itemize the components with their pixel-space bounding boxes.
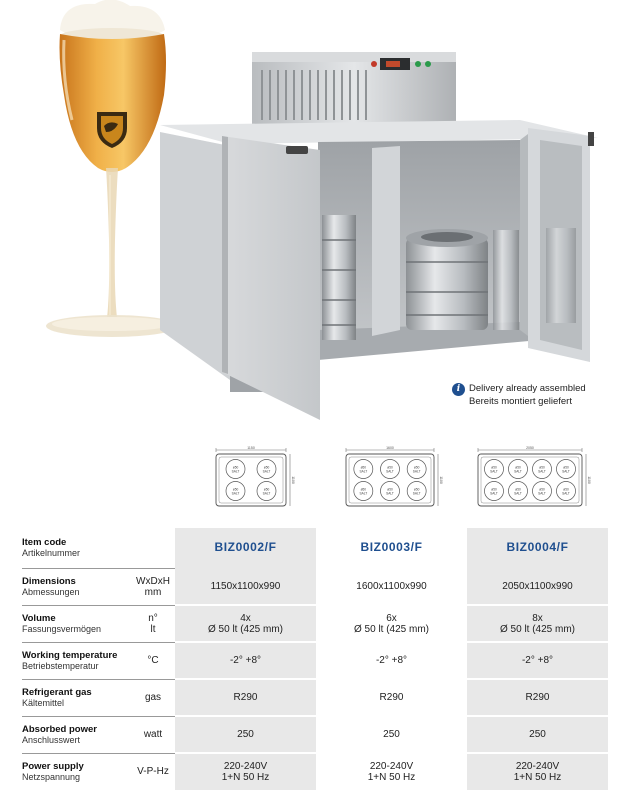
row-label <box>22 716 131 753</box>
row-label <box>22 642 131 679</box>
row-label-de: Fassungsvermögen <box>22 623 102 634</box>
row-unit <box>131 679 175 716</box>
table-row <box>22 642 608 679</box>
delivery-note-en: Delivery already assembled <box>469 383 586 394</box>
value-text: 250 <box>383 729 400 740</box>
unit-text: gas <box>144 692 162 703</box>
value-text: Ø 50 lt (425 mm) <box>353 623 430 635</box>
keg-label: SALT <box>359 469 368 474</box>
keg-label: SALT <box>386 469 394 474</box>
row-label-en: Refrigerant gas <box>22 686 92 698</box>
value-cell <box>467 716 608 753</box>
keg-label: ø50 <box>539 487 545 492</box>
row-unit <box>131 568 175 605</box>
unit-text: WxDxH <box>136 575 170 587</box>
row-label-en: Absorbed power <box>22 723 97 735</box>
value-text: -2° +8° <box>375 655 408 666</box>
row-label-de: Artikelnummer <box>22 547 81 558</box>
info-icon: i <box>452 383 465 396</box>
row-label-en: Power supply <box>22 760 84 772</box>
keg-label: SALT <box>412 469 421 474</box>
value-text: 1600x1100x990 <box>356 580 427 592</box>
table-row <box>22 716 608 753</box>
value-cell <box>175 568 316 605</box>
value-text: R290 <box>525 692 550 703</box>
spec-table <box>22 528 608 790</box>
value-cell <box>175 642 316 679</box>
keg-label: SALT <box>562 469 570 474</box>
plan-width-label: 1150 <box>247 446 255 450</box>
keg-label: SALT <box>562 491 570 496</box>
plan-drawing-biz0004 <box>472 446 594 510</box>
value-text: 2050x1100x990 <box>502 580 573 592</box>
keg-label: ø50 <box>563 487 569 492</box>
value-text: 1+N 50 Hz <box>367 772 416 783</box>
keg-label: ø50 <box>387 465 393 470</box>
row-unit <box>131 753 175 790</box>
value-text: -2° +8° <box>229 655 262 666</box>
keg-label: ø50 <box>232 487 239 492</box>
plan-depth-label: 1100 <box>439 476 443 484</box>
keg-label: SALT <box>514 491 522 496</box>
keg-label: SALT <box>412 491 421 496</box>
keg-label: ø50 <box>232 465 239 470</box>
delivery-note <box>452 382 622 408</box>
keg-label: SALT <box>538 469 546 474</box>
row-unit <box>131 642 175 679</box>
keg-label: SALT <box>386 491 394 496</box>
row-unit <box>131 716 175 753</box>
plan-depth-label: 1100 <box>291 476 295 484</box>
value-text: 1150x1100x990 <box>210 580 281 592</box>
value-cell <box>467 679 608 716</box>
value-text: 1+N 50 Hz <box>513 772 562 783</box>
keg-label: ø50 <box>491 487 497 492</box>
value-text: 220-240V <box>515 761 560 772</box>
keg-label: ø50 <box>563 465 569 470</box>
row-unit <box>131 605 175 642</box>
delivery-note-de: Bereits montiert geliefert <box>469 396 572 407</box>
row-label <box>22 528 131 568</box>
keg-label: SALT <box>231 491 240 496</box>
value-cell <box>316 642 467 679</box>
keg-label: ø50 <box>263 465 270 470</box>
value-cell <box>175 753 316 790</box>
row-unit <box>131 528 175 568</box>
beer-glass-image <box>46 0 178 337</box>
unit-text: lt <box>150 623 156 635</box>
value-cell <box>175 605 316 642</box>
keg-label: SALT <box>538 491 546 496</box>
item-code-cell <box>467 528 608 568</box>
value-cell <box>467 642 608 679</box>
row-label-en: Volume <box>22 612 56 624</box>
row-label <box>22 679 131 716</box>
keg-cooler-cabinet-image <box>160 52 598 420</box>
keg-label: SALT <box>490 491 498 496</box>
item-code: BIZ0003/F <box>360 540 423 554</box>
keg-label: ø50 <box>360 487 367 492</box>
value-text: Ø 50 lt (425 mm) <box>207 623 284 635</box>
row-label <box>22 605 131 642</box>
row-label-de: Anschlusswert <box>22 734 81 745</box>
keg-label: SALT <box>231 469 240 474</box>
row-label-en: Working temperature <box>22 649 118 661</box>
item-code: BIZ0004/F <box>506 540 569 554</box>
keg-label: ø50 <box>263 487 270 492</box>
value-text: 1+N 50 Hz <box>221 772 270 783</box>
keg-label: ø50 <box>515 465 521 470</box>
table-row <box>22 753 608 790</box>
plan-depth-label: 1100 <box>587 476 591 484</box>
keg-label: ø50 <box>539 465 545 470</box>
keg-label: ø50 <box>413 465 420 470</box>
keg-label: ø50 <box>413 487 420 492</box>
value-text: 250 <box>237 729 254 740</box>
table-row <box>22 568 608 605</box>
value-text: 250 <box>529 729 546 740</box>
keg-label: SALT <box>262 469 271 474</box>
item-code-cell <box>316 528 467 568</box>
value-cell <box>316 605 467 642</box>
value-text: R290 <box>233 692 258 703</box>
keg-label: SALT <box>514 469 522 474</box>
keg-label: SALT <box>262 491 271 496</box>
value-text: 6x <box>386 612 397 624</box>
value-cell <box>316 753 467 790</box>
keg-label: SALT <box>490 469 498 474</box>
value-text: 220-240V <box>369 761 414 772</box>
row-label-de: Netzspannung <box>22 771 81 782</box>
value-text: 4x <box>240 612 251 624</box>
table-header-row <box>22 528 608 568</box>
value-text: 8x <box>532 612 543 624</box>
row-label-en: Dimensions <box>22 575 76 587</box>
item-code-cell <box>175 528 316 568</box>
unit-text: V-P-Hz <box>137 766 169 778</box>
keg-label: SALT <box>359 491 368 496</box>
row-label <box>22 568 131 605</box>
keg-label: ø50 <box>515 487 521 492</box>
value-cell <box>316 679 467 716</box>
value-cell <box>175 679 316 716</box>
table-row <box>22 679 608 716</box>
value-cell <box>316 568 467 605</box>
row-label <box>22 753 131 790</box>
table-row <box>22 605 608 642</box>
plan-width-label: 1600 <box>386 446 394 450</box>
plan-drawing-biz0002 <box>208 446 298 510</box>
value-cell <box>467 568 608 605</box>
value-cell <box>467 605 608 642</box>
value-cell <box>316 716 467 753</box>
value-text: Ø 50 lt (425 mm) <box>499 623 576 635</box>
value-text: -2° +8° <box>521 655 554 666</box>
item-code: BIZ0002/F <box>214 540 277 554</box>
keg-label: ø50 <box>491 465 497 470</box>
row-label-de: Betriebstemperatur <box>22 660 99 671</box>
unit-text: mm <box>144 586 162 598</box>
unit-text: watt <box>143 729 163 740</box>
plan-width-label: 2050 <box>526 446 534 450</box>
value-text: 220-240V <box>223 761 268 772</box>
value-cell <box>175 716 316 753</box>
value-cell <box>467 753 608 790</box>
keg-label: ø50 <box>360 465 367 470</box>
plan-drawing-biz0003 <box>340 446 444 510</box>
row-label-de: Abmessungen <box>22 586 80 597</box>
unit-text: n° <box>148 612 158 624</box>
unit-text: °C <box>147 655 159 666</box>
row-label-en: Item code <box>22 536 67 548</box>
keg-label: ø50 <box>387 487 393 492</box>
row-label-de: Kältemittel <box>22 697 65 708</box>
value-text: R290 <box>379 692 404 703</box>
